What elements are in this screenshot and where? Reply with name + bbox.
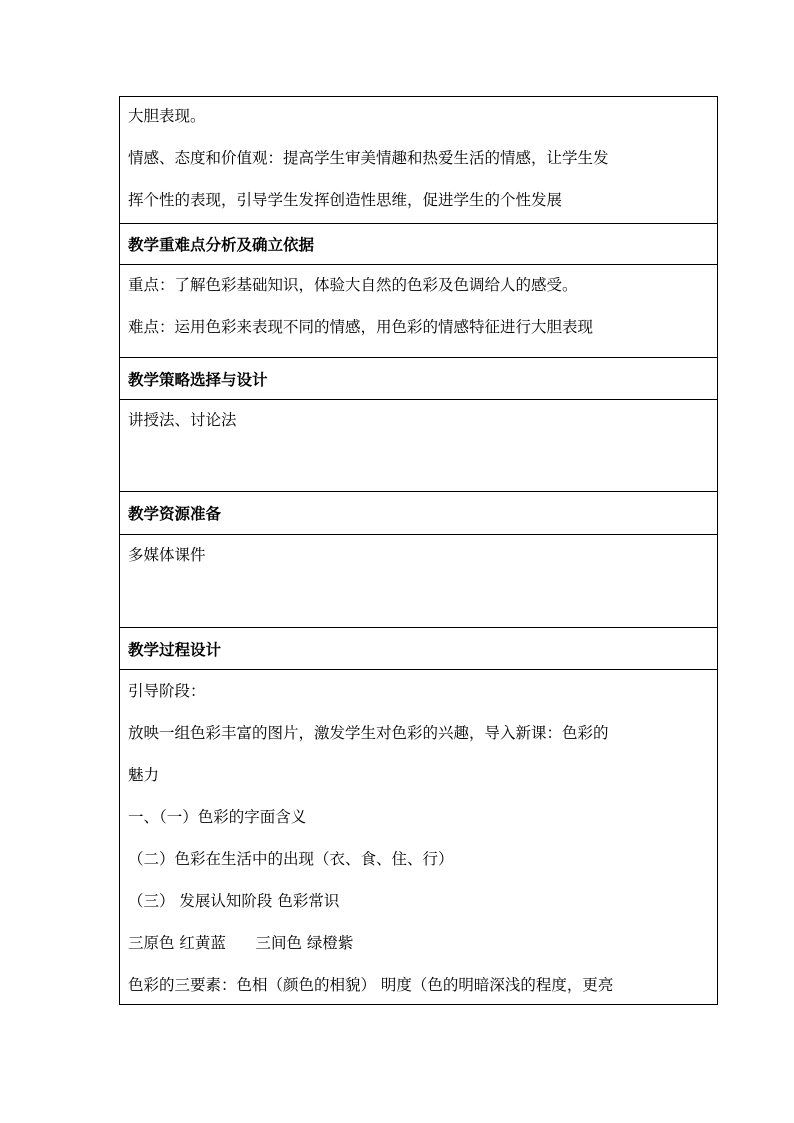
strategy-cell xyxy=(120,400,717,492)
goals-line: 挥个性的表现，引导学生发挥创造性思维，促进学生的个性发展 xyxy=(128,191,563,209)
lesson-plan-table xyxy=(119,96,718,1005)
process-line: 魅力 xyxy=(128,766,160,784)
resources-cell xyxy=(120,535,717,628)
key-points-heading: 教学重难点分析及确立依据 xyxy=(120,224,717,265)
strategy-heading: 教学策略选择与设计 xyxy=(120,358,717,400)
process-line: （三） 发展认知阶段 色彩常识 xyxy=(128,892,340,910)
process-line: （二）色彩在生活中的出现（衣、食、住、行） xyxy=(128,850,454,868)
goals-line: 情感、态度和价值观：提高学生审美情趣和热爱生活的情感，让学生发 xyxy=(128,149,609,167)
resources-text: 多媒体课件 xyxy=(128,546,206,564)
goals-line: 大胆表现。 xyxy=(128,107,206,125)
process-line: 三原色 红黄蓝 三间色 绿橙紫 xyxy=(128,934,354,952)
goals-cell xyxy=(120,97,717,224)
strategy-text: 讲授法、讨论法 xyxy=(128,411,237,429)
process-line: 放映一组色彩丰富的图片，激发学生对色彩的兴趣，导入新课：色彩的 xyxy=(128,724,609,742)
key-point-line: 难点：运用色彩来表现不同的情感，用色彩的情感特征进行大胆表现 xyxy=(128,318,594,336)
process-heading: 教学过程设计 xyxy=(120,628,717,670)
process-line: 色彩的三要素：色相（颜色的相貌） 明度（色的明暗深浅的程度，更亮 xyxy=(128,976,614,994)
resources-heading: 教学资源准备 xyxy=(120,492,717,535)
key-point-line: 重点：了解色彩基础知识，体验大自然的色彩及色调给人的感受。 xyxy=(128,276,578,294)
process-line: 引导阶段： xyxy=(128,682,206,700)
process-cell xyxy=(120,670,717,1004)
key-points-cell xyxy=(120,265,717,358)
process-line: 一、（一）色彩的字面含义 xyxy=(128,808,307,826)
